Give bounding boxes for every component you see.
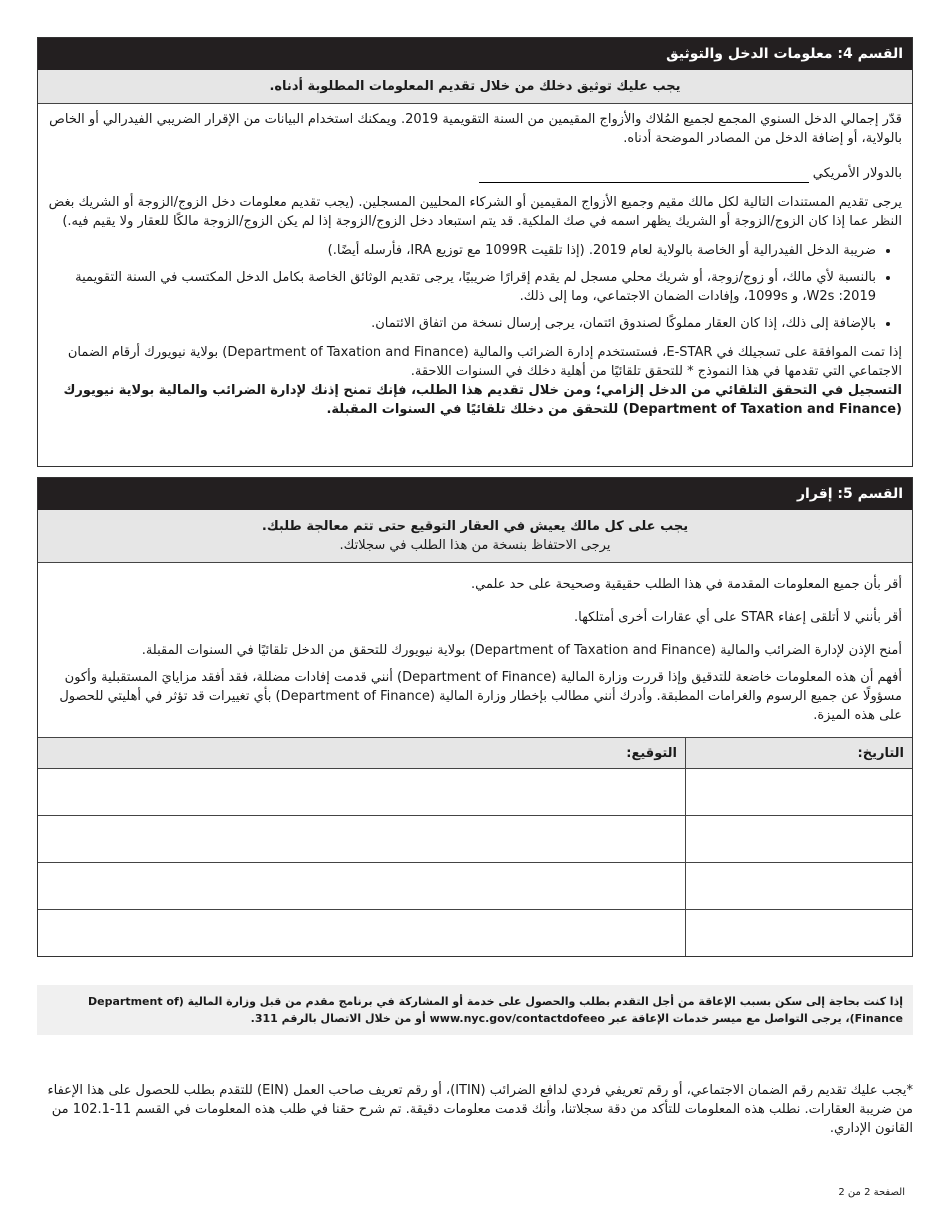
date-header: التاريخ: bbox=[686, 738, 913, 769]
documents-text: يرجى تقديم المستندات التالية لكل مالك مقيم وجميع الأزواج المقيمين أو الشركاء المحليين المسجلين. (يجب تقديم معلومات دخل الزوج/الزوجة أو الشريك بغض النظر عما إذا كان الزوج/الزوجة أو الشريك يظهر اسمه في صك الملكية. قد يتم استبعاد دخل الزوج/الزوجة إذا لم يكن الزوج/الزوجة مالكًا للعقار ولا يقيم فيه.) bbox=[48, 195, 902, 229]
affirmation-statement: أقر بأن جميع المعلومات المقدمة في هذا الطلب حقيقية وصحيحة على حد علمي. bbox=[470, 577, 902, 592]
affirmation-statement: أفهم أن هذه المعلومات خاضعة للتدقيق وإذا قررت وزارة المالية (Department of Finance) أنني قدمت إفادات مضللة، فقد أفقد مزايايَ المستقبلية وأكون مسؤولًا عن جميع الرسوم والغرامات المطبقة. وأدرك أنني مطالب بإخطار وزارة المالية (Department of Finance) بأي تغييرات قد تؤثر في أهليتي للحصول على هذه الميزة. bbox=[59, 670, 902, 723]
section-5-subtitle bbox=[38, 510, 912, 563]
section-4-title: القسم 4: معلومات الدخل والتوثيق bbox=[38, 38, 912, 70]
signature-cell[interactable] bbox=[38, 910, 686, 957]
list-item: • بالنسبة لأي مالك، أو زوج/زوجة، أو شريك محلي مسجل لم يقدم إقرارًا ضريبيًا، يرجى تقديم الوثائق الخاصة بكامل الدخل المكتسب في السنة التقويمية 2019: W2s، و 1099s، وإفادات الضمان الاجتماعي، وما إلى ذلك. bbox=[48, 268, 876, 306]
table-row bbox=[38, 769, 912, 816]
table-row bbox=[38, 816, 912, 863]
date-cell[interactable] bbox=[686, 816, 913, 863]
date-cell[interactable] bbox=[686, 910, 913, 957]
signature-header: التوقيع: bbox=[38, 738, 686, 769]
income-intro: قدّر إجمالي الدخل السنوي المجمع لجميع المُلاك والأزواج المقيمين من السنة التقويمية 2019. ويمكنك استخدام البيانات من الإقرار الضريبي الفيدرالي أو الخاص بالولاية، أو إضافة الدخل من المصادر الموضحة أدناه. bbox=[49, 112, 902, 146]
accessibility-notice: إذا كنت بحاجة إلى سكن بسبب الإعاقة من أجل التقدم بطلب والحصول على خدمة أو المشاركة في برنامج مقدم من قبل وزارة المالية (Department of Finance)، يرجى التواصل مع ميسر خدمات الإعاقة عبر www.nyc.gov/contactdofeeo أو من خلال الاتصال بالرقم 311. bbox=[37, 985, 913, 1035]
table-row bbox=[38, 910, 912, 957]
signature-cell[interactable] bbox=[38, 816, 686, 863]
section-5-title: القسم 5: إقرار bbox=[38, 478, 912, 510]
signature-cell[interactable] bbox=[38, 769, 686, 816]
income-amount-field[interactable] bbox=[48, 164, 902, 183]
dollar-label: بالدولار الأمريكي bbox=[812, 166, 902, 181]
section-4-subtitle bbox=[38, 70, 912, 104]
income-amount-line[interactable] bbox=[479, 166, 809, 183]
form-page bbox=[37, 37, 913, 1138]
affirmation-statement: أمنح الإذن لإدارة الضرائب والمالية (Department of Taxation and Finance) بولاية نيويورك للتحقق من الدخل تلقائيًا في السنوات المقبلة. bbox=[141, 643, 902, 658]
signature-table-header bbox=[38, 738, 912, 769]
section-5 bbox=[37, 477, 913, 957]
section-5-body bbox=[38, 563, 912, 737]
documents-list bbox=[48, 241, 902, 333]
date-cell[interactable] bbox=[686, 863, 913, 910]
section-4-body bbox=[38, 104, 912, 437]
estar-text: إذا تمت الموافقة على تسجيلك في E-STAR، فستستخدم إدارة الضرائب والمالية (Department of Taxation and Finance) بولاية نيويورك أرقام الضمان الاجتماعي التي تقدمها في هذا النموذج * للتحقق تلقائيًا من أهلية دخلك في السنوات اللاحقة. bbox=[67, 345, 902, 379]
date-cell[interactable] bbox=[686, 769, 913, 816]
footnote: *يجب عليك تقديم رقم الضمان الاجتماعي، أو رقم تعريفي فردي لدافع الضرائب (ITIN)، أو رقم تعريف صاحب العمل (EIN) للتقدم بطلب للحصول على هذا الإعفاء من ضريبة العقارات. نطلب هذه المعلومات للتأكد من دقة سجلاتنا، وأنك قدمت معلومات دقيقة. تم شرح حقنا في طلب هذه المعلومات في القسم 11-102.1 من القانون الإداري. bbox=[47, 1083, 913, 1136]
signature-table bbox=[38, 737, 912, 956]
table-row bbox=[38, 863, 912, 910]
list-item: • ضريبة الدخل الفيدرالية أو الخاصة بالولاية لعام 2019. (إذا تلقيت 1099R مع توزيع IRA، فأرسله أيضًا.) bbox=[48, 241, 876, 260]
affirmation-statement: أقر بأنني لا أتلقى إعفاء STAR على أي عقارات أخرى أمتلكها. bbox=[574, 610, 902, 625]
list-item: • بالإضافة إلى ذلك، إذا كان العقار مملوكًا لصندوق ائتمان، يرجى إرسال نسخة من اتفاق الائتمان. bbox=[48, 314, 876, 333]
auto-verification-text: التسجيل في التحقق التلقائي من الدخل إلزامي؛ ومن خلال تقديم هذا الطلب، فإنك تمنح إذنك لإدارة الضرائب والمالية بولاية نيويورك (Department of Taxation and Finance) للتحقق من دخلك تلقائيًا في السنوات المقبلة. bbox=[63, 383, 902, 417]
signature-cell[interactable] bbox=[38, 863, 686, 910]
section-4 bbox=[37, 37, 913, 467]
section-5-subtitle-note: يرجى الاحتفاظ بنسخة من هذا الطلب في سجلاتك. bbox=[339, 538, 611, 553]
page-number: الصفحة 2 من 2 bbox=[838, 1187, 905, 1198]
section-4-subtitle-text: يجب عليك توثيق دخلك من خلال تقديم المعلومات المطلوبة أدناه. bbox=[269, 79, 681, 94]
section-5-subtitle-bold: يجب على كل مالك يعيش في العقار التوقيع حتى تتم معالجة طلبك. bbox=[261, 519, 689, 534]
